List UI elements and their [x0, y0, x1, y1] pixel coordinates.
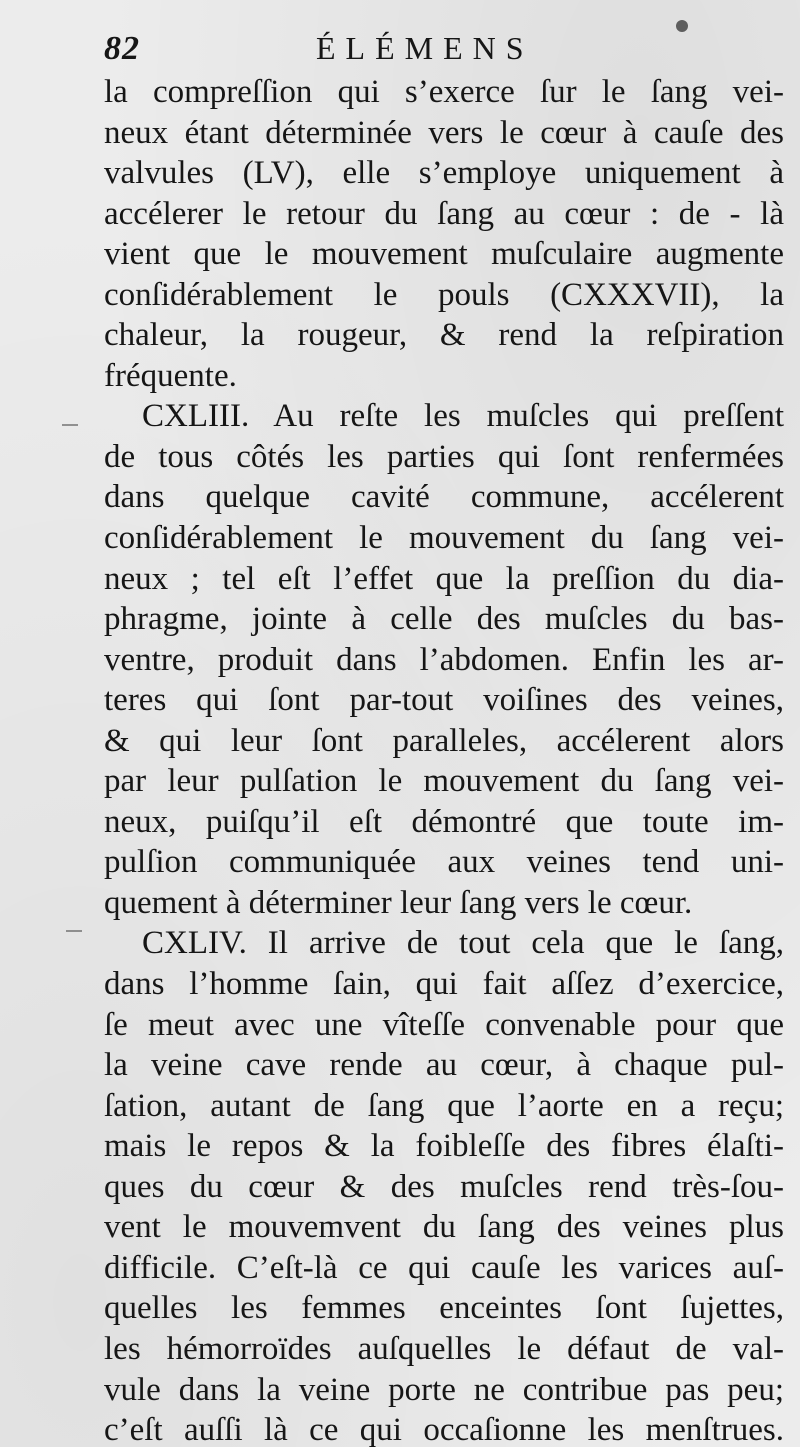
- margin-mark: [66, 930, 82, 932]
- margin-mark: [62, 424, 78, 426]
- text-line: & qui leur ſont paralleles, accélerent alors: [104, 722, 784, 759]
- text-line: de tous côtés les parties qui ſont renfermées: [104, 438, 784, 475]
- text-line: dans l’homme ſain, qui fait aſſez d’exercice,: [104, 966, 784, 1003]
- text-line: la compreſſion qui s’exerce ſur le ſang vei-: [104, 74, 784, 110]
- text-line: accélerer le retour du ſang au cœur : de - là: [104, 195, 784, 232]
- section-heading-line: CXLIV. Il arrive de tout cela que le ſang,: [142, 925, 784, 962]
- text-line: c’eſt auſſi là ce qui occaſionne les menſtrues.: [104, 1412, 784, 1447]
- text-line: vient que le mouvement muſculaire augmente: [104, 236, 784, 273]
- text-line: ques du cœur & des muſcles rend très-ſou-: [104, 1168, 784, 1205]
- text-line: quement à déterminer leur ſang vers le cœur.: [104, 884, 693, 921]
- text-line: phragme, jointe à celle des muſcles du bas-: [104, 601, 784, 638]
- page-header: [104, 28, 724, 74]
- text-line: conſidérablement le mouvement du ſang vei-: [104, 520, 784, 557]
- text-line: teres qui ſont par-tout voiſines des veines,: [104, 682, 784, 719]
- text-line: par leur pulſation le mouvement du ſang vei-: [104, 763, 784, 800]
- text-line: mais le repos & la foibleſſe des fibres élaſti-: [104, 1128, 784, 1165]
- text-line: fréquente.: [104, 357, 237, 394]
- text-line: vent le mouvemvent du ſang des veines plus: [104, 1209, 784, 1246]
- text-line: difficile. C’eſt-là ce qui cauſe les varices auſ-: [104, 1249, 784, 1286]
- text-line: ſe meut avec une vîteſſe convenable pour que: [104, 1006, 784, 1043]
- text-line: ſation, autant de ſang que l’aorte en a reçu;: [104, 1087, 784, 1124]
- page-number: 82: [104, 30, 140, 67]
- body-text: [104, 72, 784, 1447]
- text-line: valvules (LV), elle s’employe uniquement à: [104, 155, 784, 192]
- text-line: pulſion communiquée aux veines tend uni-: [104, 844, 784, 881]
- text-line: vule dans la veine porte ne contribue pas peu;: [104, 1371, 784, 1408]
- text-line: neux ; tel eſt l’effet que la preſſion du dia-: [104, 560, 784, 597]
- text-line: les hémorroïdes auſquelles le défaut de val-: [104, 1330, 784, 1367]
- text-line: quelles les femmes enceintes ſont ſujettes,: [104, 1290, 784, 1327]
- text-line: dans quelque cavité commune, accélerent: [104, 479, 784, 516]
- text-line: ventre, produit dans l’abdomen. Enfin les ar-: [104, 641, 784, 678]
- text-line: neux, puiſqu’il eſt démontré que toute im-: [104, 803, 784, 840]
- text-line: la veine cave rende au cœur, à chaque pul-: [104, 1047, 784, 1084]
- section-heading-line: CXLIII. Au reſte les muſcles qui preſſent: [142, 398, 784, 435]
- text-line: neux étant déterminée vers le cœur à cauſe des: [104, 114, 784, 151]
- ink-smudge: [676, 20, 688, 32]
- text-line: conſidérablement le pouls (CXXXVII), la: [104, 276, 784, 313]
- running-head: ÉLÉMENS: [316, 30, 534, 66]
- text-line: chaleur, la rougeur, & rend la reſpiration: [104, 317, 784, 354]
